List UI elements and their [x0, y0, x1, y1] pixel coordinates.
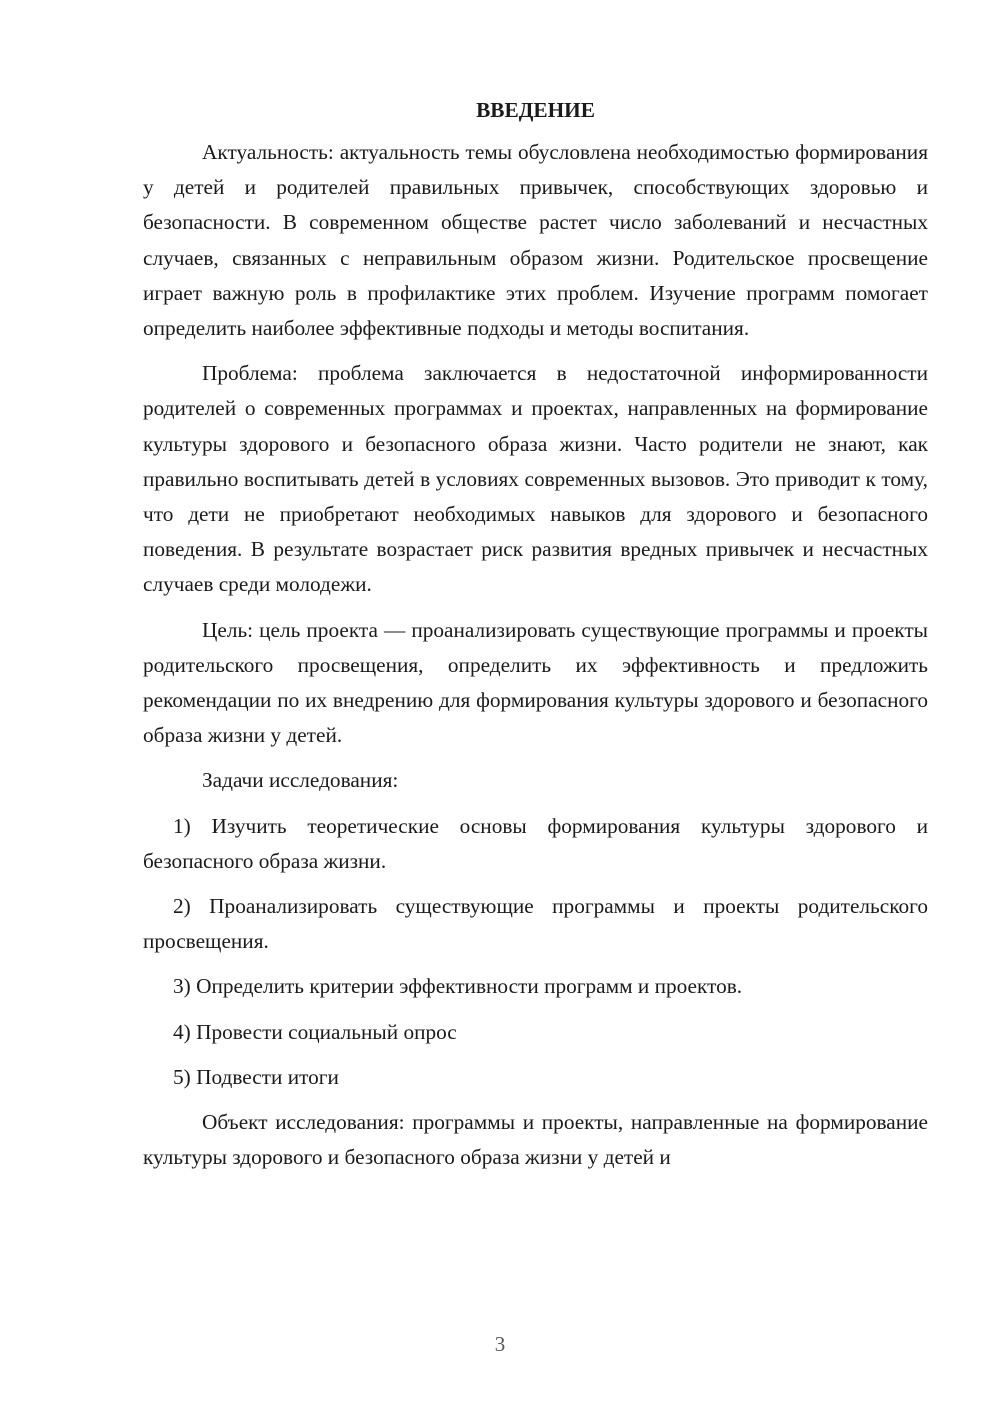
tasks-heading: Задачи исследования: — [202, 768, 399, 793]
page-number: 3 — [494, 1332, 506, 1356]
task-item-2: 2) Проанализировать существующие программы и проекты родительского просвещения. — [143, 894, 928, 954]
task-item-4: 4) Провести социальный опрос — [173, 1019, 457, 1044]
task-item-1: 1) Изучить теоретические основы формирования культуры здорового и безопасного образа жизни. — [143, 813, 928, 873]
section-title: ВВЕДЕНИЕ — [476, 98, 595, 122]
paragraph-problem: Проблема: проблема заключается в недостаточной информированности родителей о современных программах и проектах, направленных на формирование культуры здорового и безопасного образа жизни. Часто родители не знают, как правильно воспитывать детей в условиях современных вызовов. Это приводит к тому, что дети не приобретают необходимых навыков для здорового и безопасного поведения. В результате возрастает риск развития вредных привычек и несчастных случаев среди молодежи. — [143, 361, 928, 597]
paragraph-goal: Цель: цель проекта — проанализировать существующие программы и проекты родительского просвещения, определить их эффективность и предложить рекомендации по их внедрению для формирования культуры здорового и безопасного образа жизни у детей. — [143, 617, 928, 748]
document-page — [143, 95, 928, 1185]
paragraph-object: Объект исследования: программы и проекты, направленные на формирование культуры здорового и безопасного образа жизни у детей и — [143, 1110, 928, 1170]
task-item-3: 3) Определить критерии эффективности программ и проектов. — [173, 974, 743, 999]
paragraph-relevance: Актуальность: актуальность темы обусловлена необходимостью формирования у детей и родителей правильных привычек, способствующих здоровью и безопасности. В современном обществе растет число заболеваний и несчастных случаев, связанных с неправильным образом жизни. Родительское просвещение играет важную роль в профилактике этих проблем. Изучение программ помогает определить наиболее эффективные подходы и методы воспитания. — [143, 140, 928, 341]
task-item-5: 5) Подвести итоги — [173, 1064, 339, 1089]
